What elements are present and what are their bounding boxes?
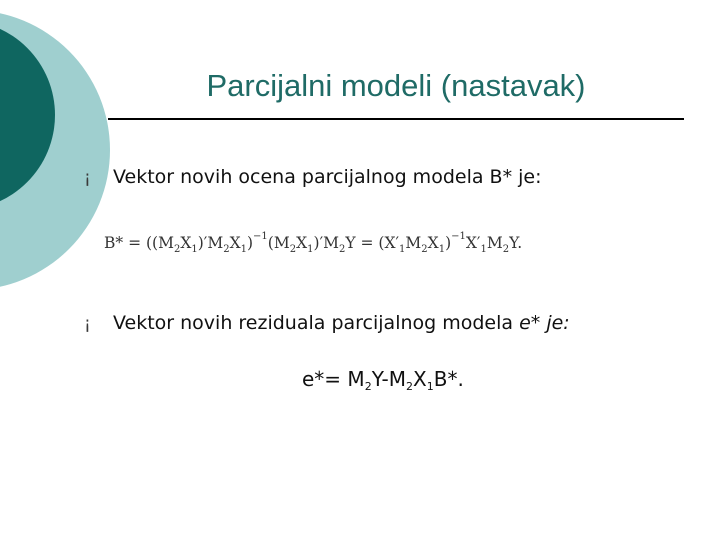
eq-part: B*. <box>433 367 464 391</box>
eq-subscript: 2 <box>406 380 414 393</box>
bullet-text-italic: e* je: <box>519 312 570 334</box>
title-underline <box>108 118 684 120</box>
eq-part: X <box>413 367 427 391</box>
eq-part: e*= M <box>302 367 365 391</box>
slide-title: Parcijalni modeli (nastavak) <box>206 68 586 103</box>
bullet-marker: ¡ <box>84 168 91 188</box>
eq-subscript: 2 <box>364 380 372 393</box>
eq-subscript: 1 <box>426 380 434 393</box>
eq-part: Y-M <box>371 367 407 391</box>
formula-graphic <box>104 222 644 262</box>
estimator-formula <box>104 222 644 262</box>
svg-text:B* = ((M2X1)′M2X1)−1(M2X1)′M2Y: $B* = ((M_2X_1)'M_2X_1)^{-1}(M_2X_1)'M_2Y = (X'_1M_2X_1)^{-1}X'_1M_2Y$. <box>104 231 523 255</box>
decorative-circles <box>0 0 120 300</box>
bullet-text <box>113 311 570 335</box>
residual-equation <box>302 367 464 391</box>
bullet-text-main: Vektor novih reziduala parcijalnog modela <box>113 312 520 334</box>
bullet-text: Vektor novih ocena parcijalnog modela B* je: <box>113 166 542 188</box>
bullet-marker: ¡ <box>84 314 91 334</box>
